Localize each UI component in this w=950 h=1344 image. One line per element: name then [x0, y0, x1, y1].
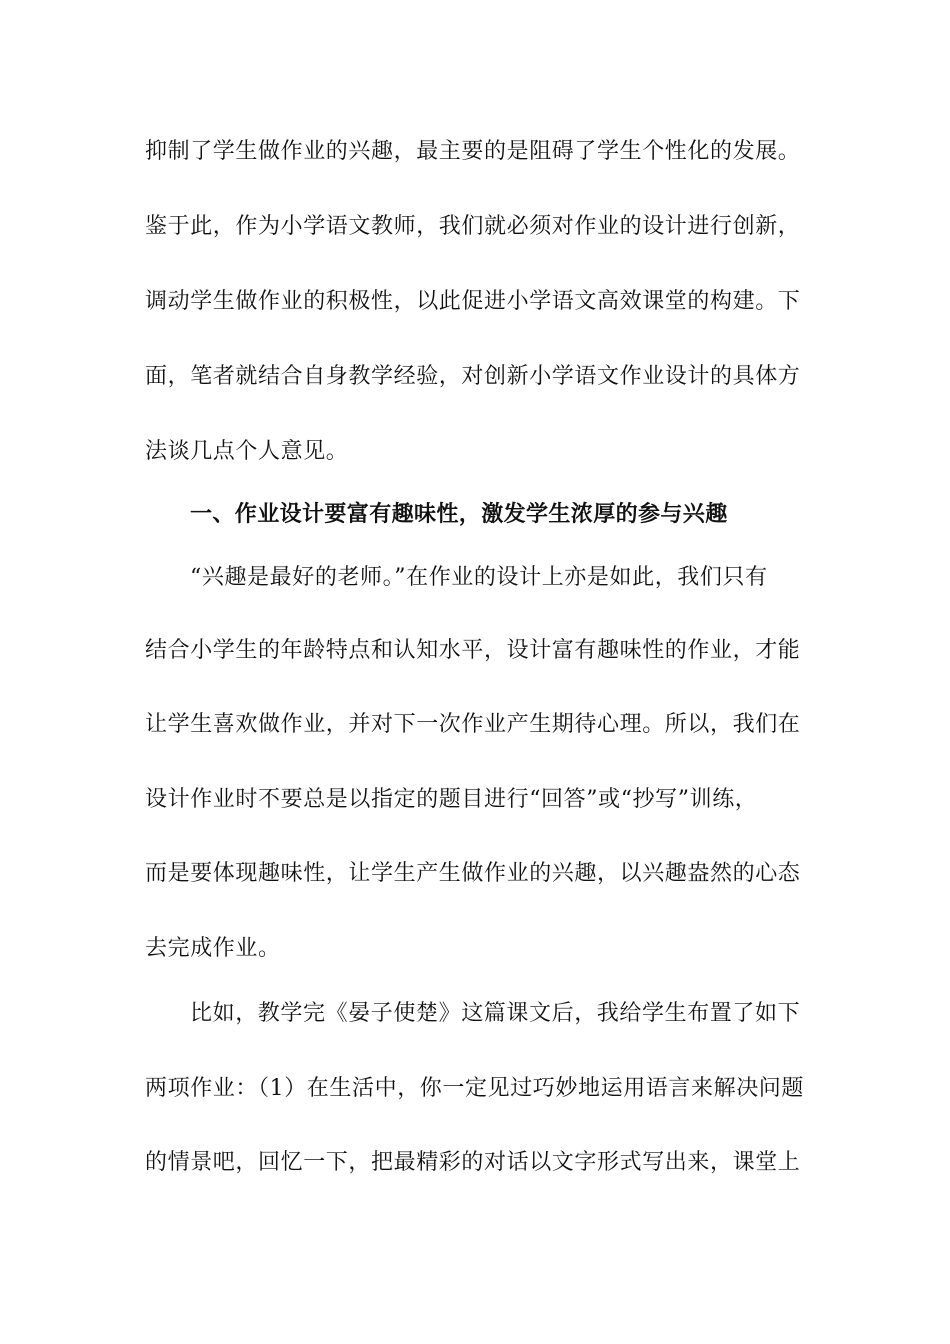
paragraph-1-line-3: 调动学生做作业的积极性，以此促进小学语文高效课堂的构建。下	[145, 289, 801, 314]
paragraph-3-line-2: 两项作业：（1）在生活中，你一定见过巧妙地运用语言来解决问题	[145, 1076, 804, 1101]
paragraph-2-line-4: 设计作业时不要总是以指定的题目进行“回答”或“抄写”训练，	[145, 787, 758, 812]
paragraph-1-line-5: 法谈几点个人意见。	[145, 439, 349, 464]
paragraph-2-line-6: 去完成作业。	[145, 936, 281, 961]
paragraph-2-line-2: 结合小学生的年龄特点和认知水平，设计富有趣味性的作业，才能	[145, 638, 801, 663]
paragraph-1-line-1: 抑制了学生做作业的兴趣，最主要的是阻碍了学生个性化的发展。	[145, 139, 801, 164]
paragraph-1-line-2: 鉴于此，作为小学语文教师，我们就必须对作业的设计进行创新，	[145, 214, 801, 239]
paragraph-2-line-5: 而是要体现趣味性，让学生产生做作业的兴趣，以兴趣盎然的心态	[145, 861, 801, 886]
paragraph-2-line-3: 让学生喜欢做作业，并对下一次作业产生期待心理。所以，我们在	[145, 712, 801, 737]
section-heading: 一、作业设计要富有趣味性，激发学生浓厚的参与兴趣	[190, 502, 728, 527]
paragraph-1-line-4: 面，笔者就结合自身教学经验，对创新小学语文作业设计的具体方	[145, 364, 801, 389]
paragraph-2-line-1: “兴趣是最好的老师。”在作业的设计上亦是如此，我们只有	[190, 565, 768, 590]
paragraph-3-line-3: 的情景吧，回忆一下，把最精彩的对话以文字形式写出来，课堂上	[145, 1150, 801, 1175]
paragraph-3-line-1: 比如，教学完《晏子使楚》这篇课文后，我给学生布置了如下	[190, 1001, 801, 1026]
